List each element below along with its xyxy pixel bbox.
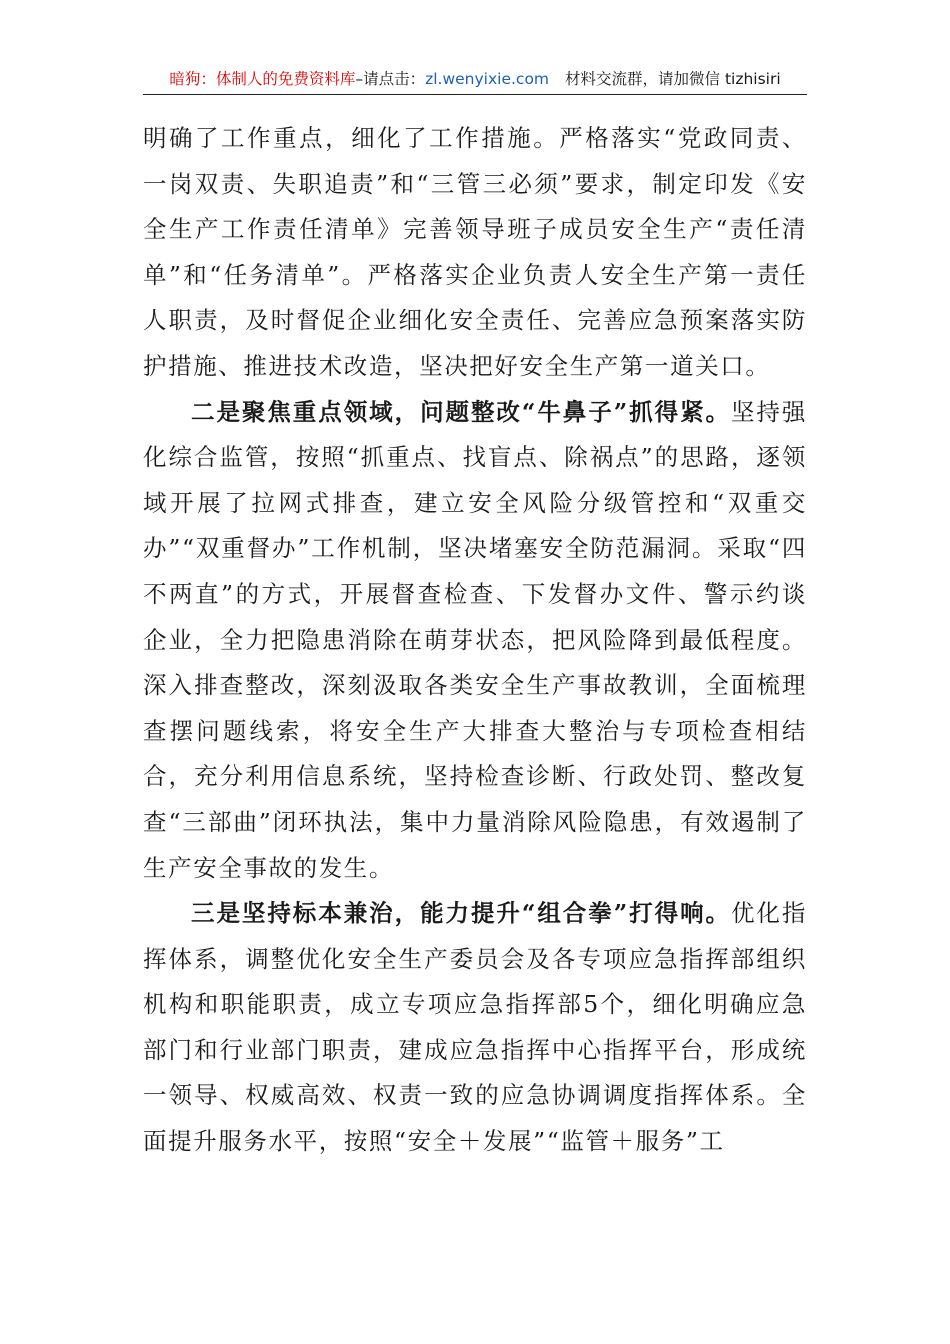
header-link-prefix: –请点击：	[355, 70, 426, 88]
header-wechat-note: 材料交流群，请加微信 tizhisiri	[565, 70, 781, 88]
paragraph-focus-areas	[143, 390, 807, 892]
paragraph-continuation	[143, 116, 807, 390]
header-link-url[interactable]: zl.wenyixie.com	[425, 70, 550, 88]
document-body	[143, 116, 807, 1165]
paragraph-capacity	[143, 891, 807, 1165]
paragraph-heading: 三是坚持标本兼治，能力提升“组合拳”打得响。	[191, 899, 731, 928]
paragraph-heading: 二是聚焦重点领域，问题整改“牛鼻子”抓得紧。	[191, 397, 731, 426]
paragraph-text: 明确了工作重点，细化了工作措施。严格落实“党政同责、一岗双责、失职追责”和“三管三必须”要求，制定印发《安全生产工作责任清单》完善领导班子成员安全生产“责任清单”和“任务清单”。严格落实企业负责人安全生产第一责任人职责，及时督促企业细化安全责任、完善应急预案落实防护措施、推进技术改造，坚决把好安全生产第一道关口。	[143, 124, 807, 380]
paragraph-text: 坚持强化综合监管，按照“抓重点、找盲点、除祸点”的思路，逐领域开展了拉网式排查，建立安全风险分级管控和“双重交办”“双重督办”工作机制，坚决堵塞安全防范漏洞。采取“四不两直”的方式，开展督查检查、下发督办文件、警示约谈企业，全力把隐患消除在萌芽状态，把风险降到最低程度。深入排查整改，深刻汲取各类安全生产事故教训，全面梳理查摆问题线索，将安全生产大排查大整治与专项检查相结合，充分利用信息系统，坚持检查诊断、行政处罚、整改复查“三部曲”闭环执法，集中力量消除风险隐患，有效遏制了生产安全事故的发生。	[143, 397, 807, 882]
header-brand: 暗狗：体制人的免费资料库	[169, 70, 356, 88]
paragraph-text: 优化指挥体系，调整优化安全生产委员会及各专项应急指挥部组织机构和职能职责，成立专项应急指挥部5个，细化明确应急部门和行业部门职责，建成应急指挥中心指挥平台，形成统一领导、权威高效、权责一致的应急协调调度指挥体系。全面提升服务水平，按照“安全＋发展”“监管＋服务”工	[143, 899, 807, 1156]
page-header	[143, 64, 807, 95]
